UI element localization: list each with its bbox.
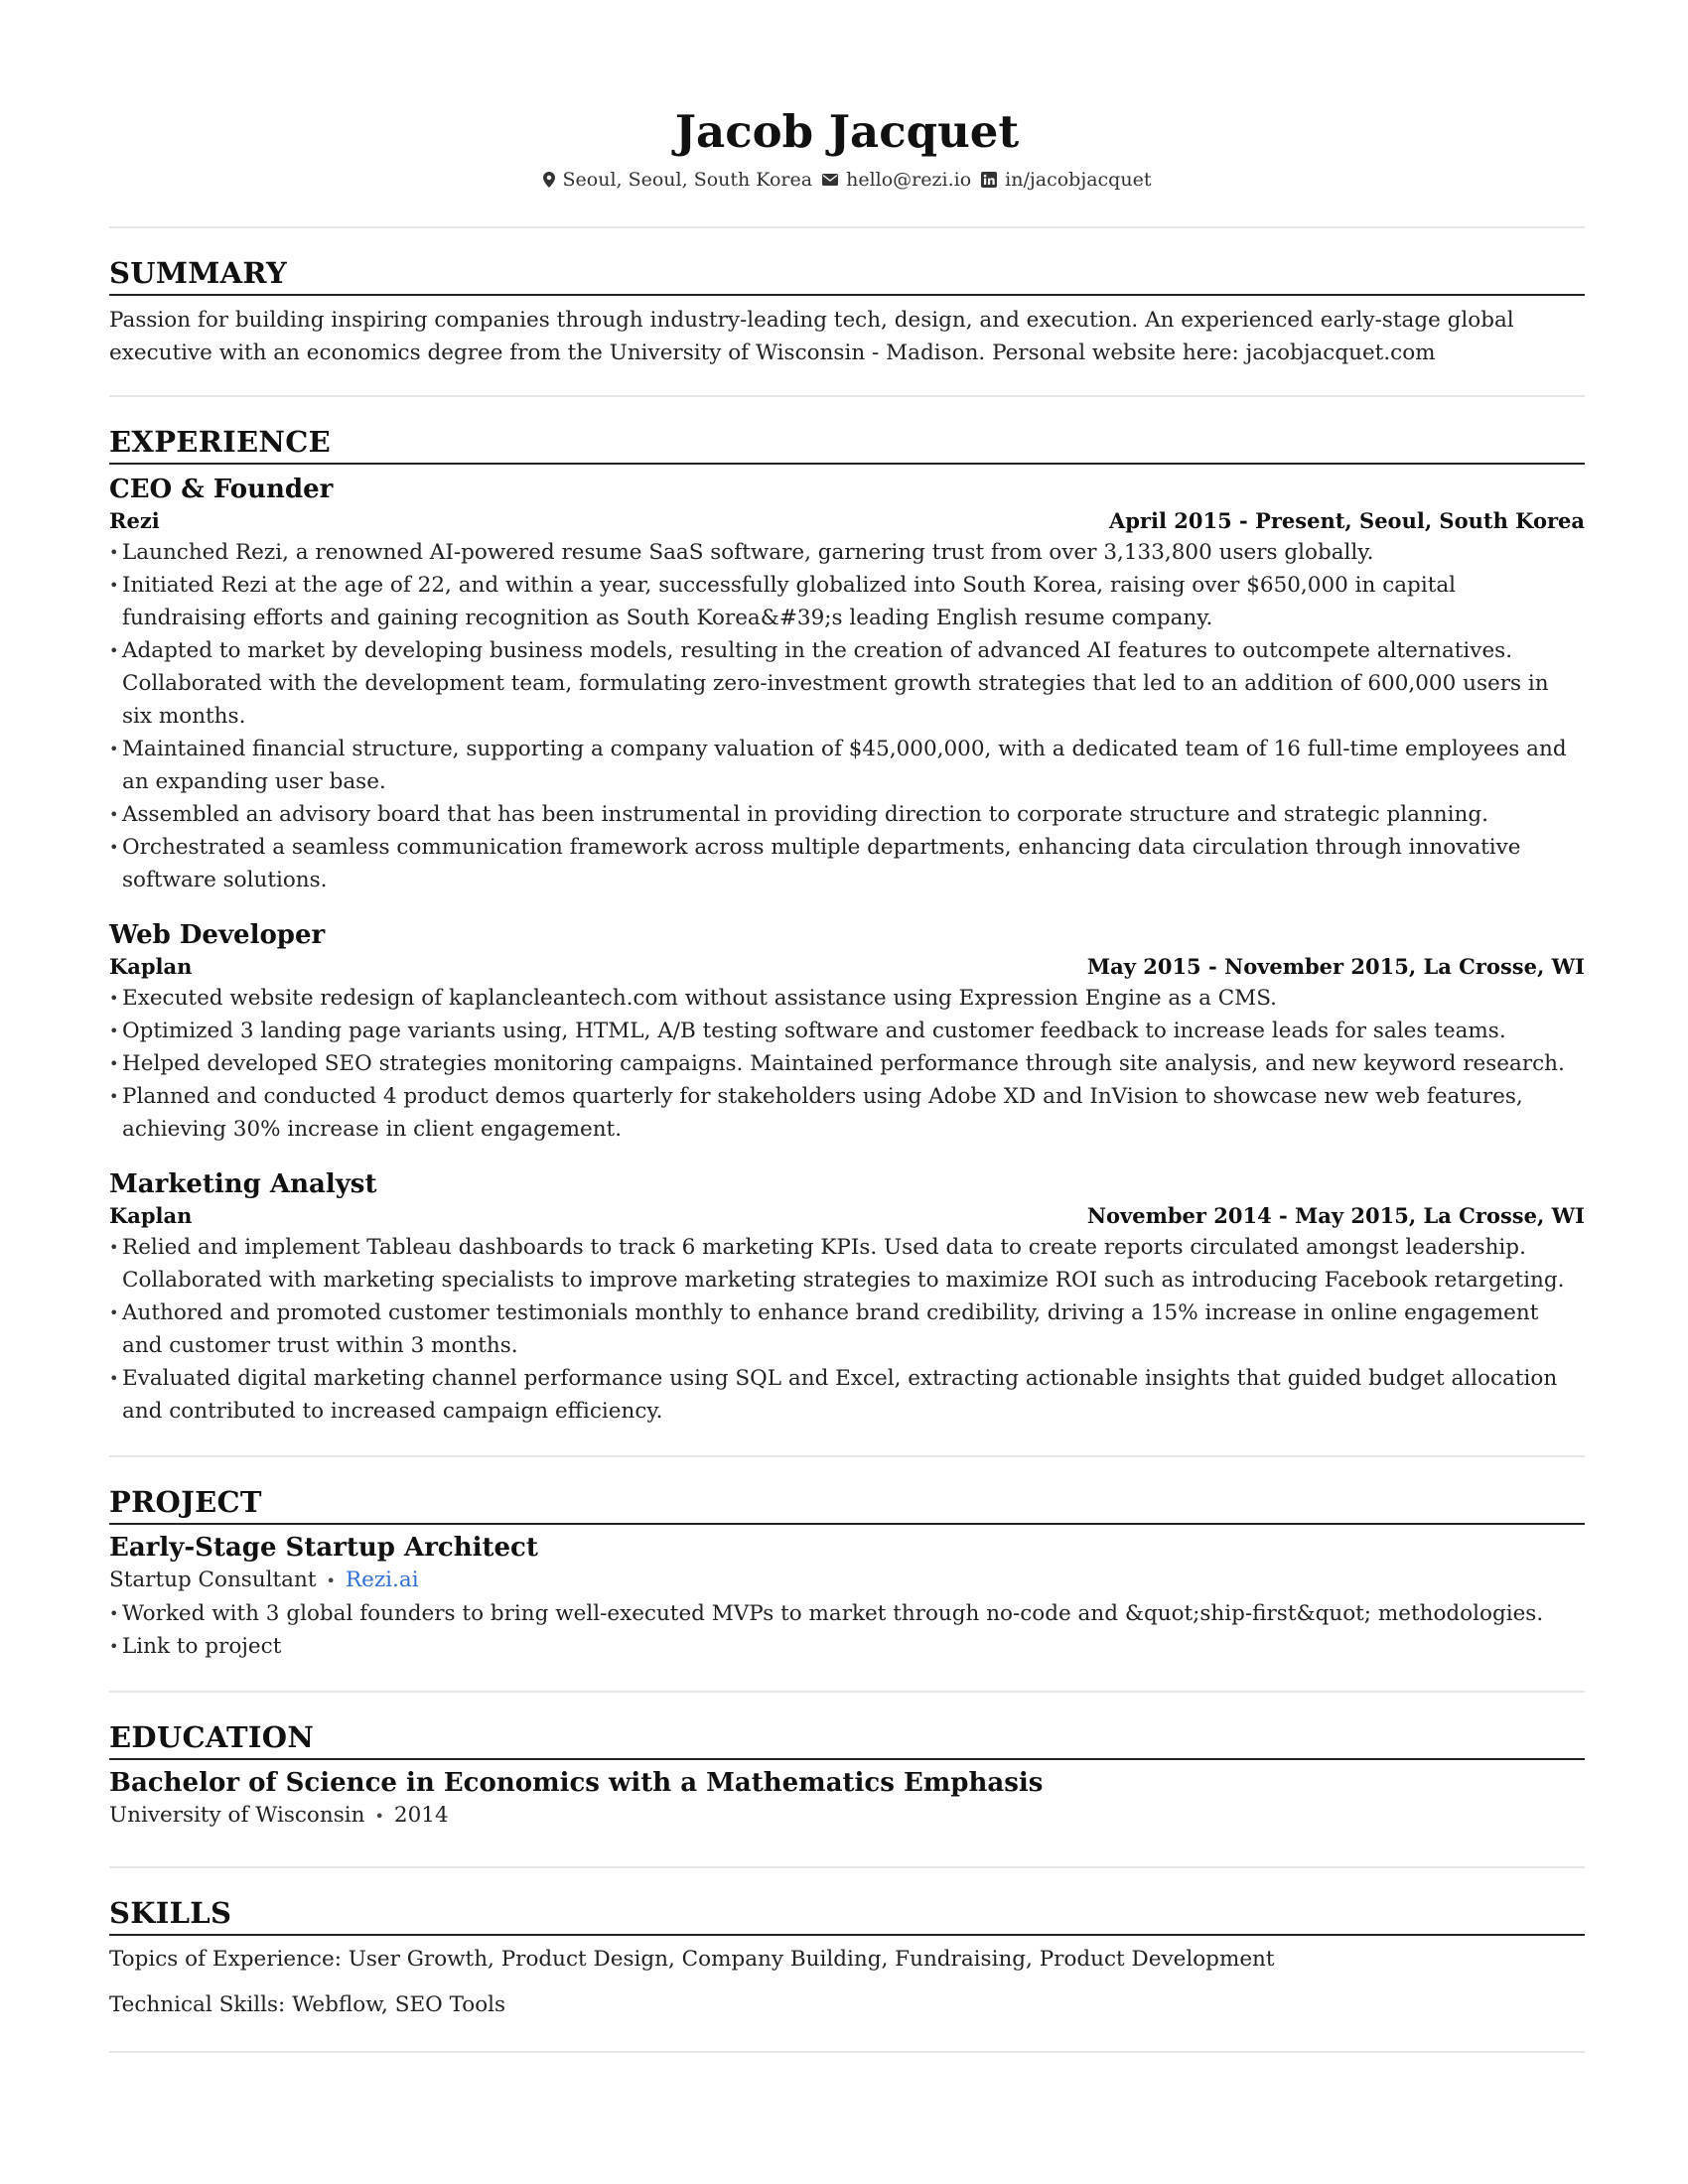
education-year: 2014 xyxy=(393,1803,449,1828)
experience-section xyxy=(109,423,1585,1428)
list-item: • Adapted to market by developing business models, resulting in the creation of advanced AI features to outcompete alternatives. Collaborated with the development team, formulating zero-investment growth strategies that led to an addition of 600,000 users in six months. xyxy=(109,634,1585,733)
job-bullets xyxy=(109,1231,1585,1428)
candidate-name: Jacob Jacquet xyxy=(674,105,1020,158)
list-item: • Helped developed SEO strategies monitoring campaigns. Maintained performance through site analysis, and new keyword research. xyxy=(109,1047,1585,1080)
job-company: Rezi xyxy=(109,508,160,533)
job-meta xyxy=(109,506,1585,536)
job-company: Kaplan xyxy=(109,954,193,979)
contact-location xyxy=(543,167,813,193)
section-title-project: PROJECT xyxy=(109,1483,1585,1525)
divider xyxy=(109,1691,1585,1693)
list-item: • Authored and promoted customer testimonials monthly to enhance brand credibility, driving a 15% increase in online engagement and customer trust within 3 months. xyxy=(109,1297,1585,1362)
project-role: Startup Consultant xyxy=(109,1568,317,1592)
location-pin-icon xyxy=(543,172,555,188)
list-item: • Assembled an advisory board that has been instrumental in providing direction to corporate structure and strategic planning. xyxy=(109,798,1585,831)
list-item: • Evaluated digital marketing channel performance using SQL and Excel, extracting actionable insights that guided budget allocation and contributed to increased campaign efficiency. xyxy=(109,1362,1585,1428)
job-bullets xyxy=(109,536,1585,896)
email-text[interactable]: hello@rezi.io xyxy=(846,169,972,191)
list-item: • Optimized 3 landing page variants using, HTML, A/B testing software and customer feedback to increase leads for sales teams. xyxy=(109,1015,1585,1047)
contact-email[interactable] xyxy=(822,167,971,193)
job-dates-location: May 2015 - November 2015, La Crosse, WI xyxy=(1086,954,1585,979)
list-item: • Worked with 3 global founders to bring well-executed MVPs to market through no-code and &quot;ship-first&quot; methodologies. xyxy=(109,1597,1585,1630)
divider xyxy=(109,1455,1585,1457)
contact-info xyxy=(109,167,1585,193)
project-subline xyxy=(109,1565,1585,1597)
envelope-icon xyxy=(822,174,838,186)
separator-dot: • xyxy=(374,1807,384,1826)
divider xyxy=(109,395,1585,397)
list-item: • Executed website redesign of kaplancleantech.com without assistance using Expression Engine as a CMS. xyxy=(109,982,1585,1015)
job-company: Kaplan xyxy=(109,1203,193,1228)
section-title-experience: EXPERIENCE xyxy=(109,423,1585,465)
job-entry xyxy=(109,473,1585,896)
list-item[interactable]: • Link to project xyxy=(109,1630,1585,1663)
education-degree: Bachelor of Science in Economics with a Mathematics Emphasis xyxy=(109,1768,1044,1798)
section-title-skills: SKILLS xyxy=(109,1894,1585,1936)
job-dates-location: April 2015 - Present, Seoul, South Korea xyxy=(1108,508,1585,533)
list-item: • Initiated Rezi at the age of 22, and within a year, successfully globalized into South Korea, raising over $650,000 in capital fundraising efforts and gaining recognition as South Korea&#39;s leading English resume company. xyxy=(109,569,1585,634)
job-meta xyxy=(109,1201,1585,1231)
section-title-summary: SUMMARY xyxy=(109,254,1585,296)
skills-section xyxy=(109,1894,1585,2021)
linkedin-icon xyxy=(981,172,997,188)
job-meta xyxy=(109,952,1585,982)
resume-page xyxy=(109,0,1585,2053)
skills-line: Topics of Experience: User Growth, Product Design, Company Building, Fundraising, Product Development xyxy=(109,1947,1275,1972)
job-dates-location: November 2014 - May 2015, La Crosse, WI xyxy=(1086,1203,1585,1228)
job-bullets xyxy=(109,982,1585,1146)
divider xyxy=(109,2051,1585,2053)
list-item: • Launched Rezi, a renowned AI-powered resume SaaS software, garnering trust from over 3,133,800 users globally. xyxy=(109,536,1585,569)
education-subline xyxy=(109,1800,1585,1833)
list-item: • Orchestrated a seamless communication framework across multiple departments, enhancing data circulation through innovative software solutions. xyxy=(109,831,1585,896)
project-link[interactable]: Rezi.ai xyxy=(345,1568,419,1592)
separator-dot: • xyxy=(326,1571,336,1590)
education-school: University of Wisconsin xyxy=(109,1803,365,1828)
job-entry xyxy=(109,1167,1585,1428)
project-name: Early-Stage Startup Architect xyxy=(109,1533,538,1563)
job-entry xyxy=(109,918,1585,1146)
job-role: Web Developer xyxy=(109,920,326,950)
summary-section xyxy=(109,254,1585,369)
summary-text: Passion for building inspiring companies through industry-leading tech, design, and execution. An experienced early-stage global executive with an economics degree from the University of Wisconsin - Madison. Personal website here: jacobjacquet.com xyxy=(109,308,1514,365)
education-section xyxy=(109,1718,1585,1833)
contact-linkedin[interactable] xyxy=(981,167,1151,193)
project-section xyxy=(109,1483,1585,1663)
section-title-education: EDUCATION xyxy=(109,1718,1585,1760)
divider xyxy=(109,1866,1585,1868)
skills-line: Technical Skills: Webflow, SEO Tools xyxy=(109,1992,506,2017)
list-item: • Maintained financial structure, supporting a company valuation of $45,000,000, with a dedicated team of 16 full-time employees and an expanding user base. xyxy=(109,733,1585,798)
job-role: CEO & Founder xyxy=(109,475,334,504)
job-role: Marketing Analyst xyxy=(109,1169,377,1199)
location-text: Seoul, Seoul, South Korea xyxy=(562,169,813,191)
list-item: • Planned and conducted 4 product demos quarterly for stakeholders using Adobe XD and InVision to showcase new web features, achieving 30% increase in client engagement. xyxy=(109,1080,1585,1146)
list-item: • Relied and implement Tableau dashboards to track 6 marketing KPIs. Used data to create reports circulated amongst leadership. Collaborated with marketing specialists to improve marketing strategies to maximize ROI such as introducing Facebook retargeting. xyxy=(109,1231,1585,1297)
project-bullets xyxy=(109,1597,1585,1663)
divider xyxy=(109,226,1585,228)
linkedin-text[interactable]: in/jacobjacquet xyxy=(1005,169,1152,191)
resume-header xyxy=(109,0,1585,193)
